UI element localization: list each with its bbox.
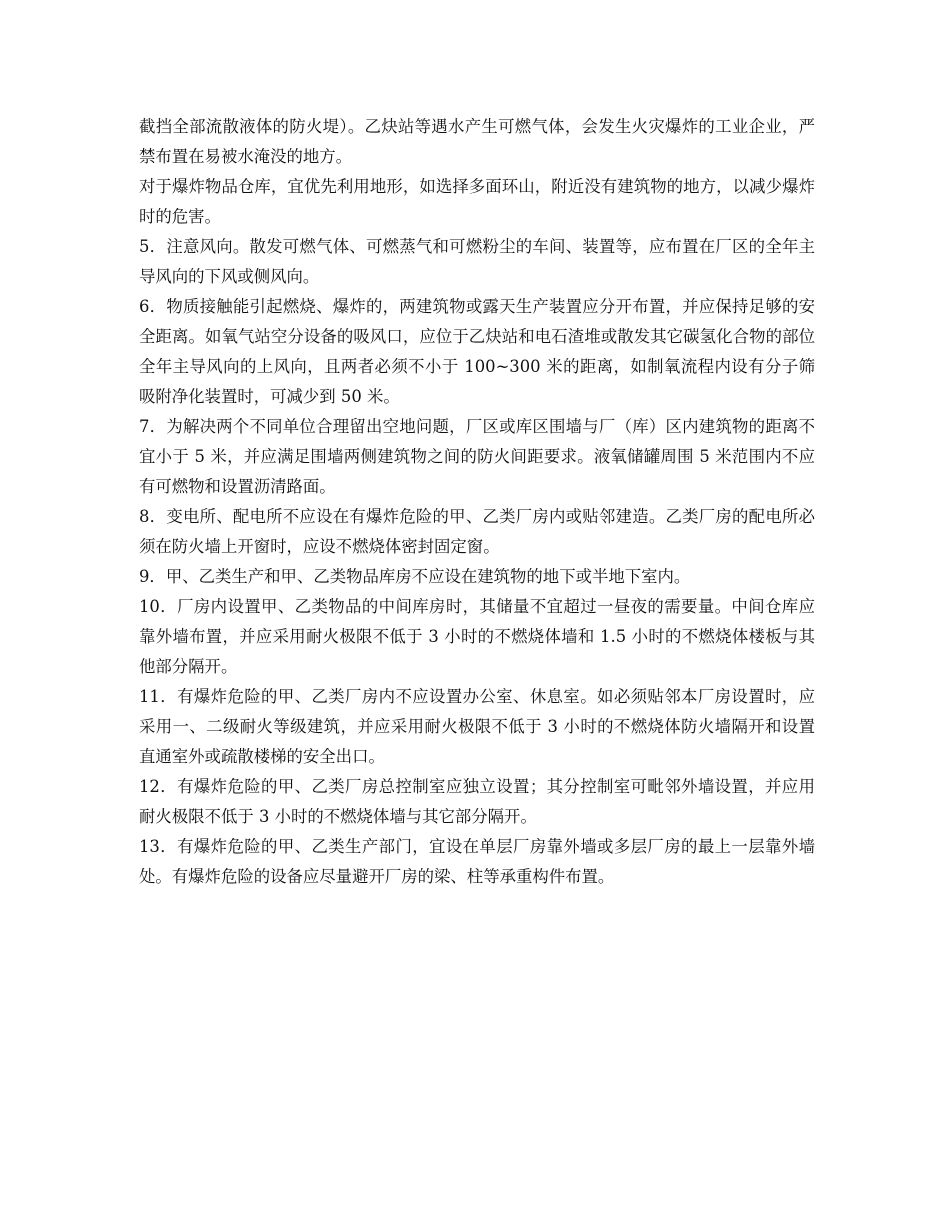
paragraph-item-12-control-room: 12．有爆炸危险的甲、乙类厂房总控制室应独立设置；其分控制室可毗邻外墙设置，并应用耐火极限不低于 3 小时的不燃烧体墙与其它部分隔开。 — [139, 777, 815, 826]
paragraph-item-10-intermediate-storage: 10．厂房内设置甲、乙类物品的中间库房时，其储量不宜超过一昼夜的需要量。中间仓库应靠外墙布置，并应采用耐火极限不低于 3 小时的不燃烧体墙和 1.5 小时的不燃烧体楼板与其他部分隔开。 — [139, 597, 815, 676]
paragraph-item-9-basement: 9．甲、乙类生产和甲、乙类物品库房不应设在建筑物的地下或半地下室内。 — [139, 567, 691, 586]
paragraph-item-11-office-rooms: 11．有爆炸危险的甲、乙类厂房内不应设置办公室、休息室。如必须贴邻本厂房设置时，应采用一、二级耐火等级建筑，并应采用耐火极限不低于 3 小时的不燃烧体防火墙隔开和设置直通室外或疏散楼梯的安全出口。 — [139, 687, 815, 766]
paragraph-dike-acetylene: 截挡全部流散液体的防火堤）。乙炔站等遇水产生可燃气体，会发生火灾爆炸的工业企业，严禁布置在易被水淹没的地方。 — [139, 117, 815, 166]
paragraph-item-8-substation: 8．变电所、配电所不应设在有爆炸危险的甲、乙类厂房内或贴邻建造。乙类厂房的配电所必须在防火墙上开窗时，应设不燃烧体密封固定窗。 — [139, 507, 815, 556]
paragraph-item-13-production-dept: 13．有爆炸危险的甲、乙类生产部门，宜设在单层厂房靠外墙或多层厂房的最上一层靠外墙处。有爆炸危险的设备应尽量避开厂房的梁、柱等承重构件布置。 — [139, 837, 815, 886]
paragraph-item-7-enclosure-wall: 7．为解决两个不同单位合理留出空地问题，厂区或库区围墙与厂（库）区内建筑物的距离不宜小于 5 米，并应满足围墙两侧建筑物之间的防火间距要求。液氧储罐周围 5 米范围内不应有可燃物和设置沥清路面。 — [139, 417, 815, 496]
paragraph-item-5-wind-direction: 5．注意风向。散发可燃气体、可燃蒸气和可燃粉尘的车间、装置等，应布置在厂区的全年主导风向的下风或侧风向。 — [139, 237, 815, 286]
document-body — [139, 112, 815, 892]
paragraph-item-6-safe-distance: 6．物质接触能引起燃烧、爆炸的，两建筑物或露天生产装置应分开布置，并应保持足够的安全距离。如氧气站空分设备的吸风口，应位于乙炔站和电石渣堆或散发其它碳氢化合物的部位全年主导风向的上风向，且两者必须不小于 100~300 米的距离，如制氧流程内设有分子筛吸附净化装置时，可减少到 50 米。 — [139, 297, 815, 406]
paragraph-explosives-warehouse: 对于爆炸物品仓库，宜优先利用地形，如选择多面环山，附近没有建筑物的地方，以减少爆炸时的危害。 — [139, 177, 815, 226]
